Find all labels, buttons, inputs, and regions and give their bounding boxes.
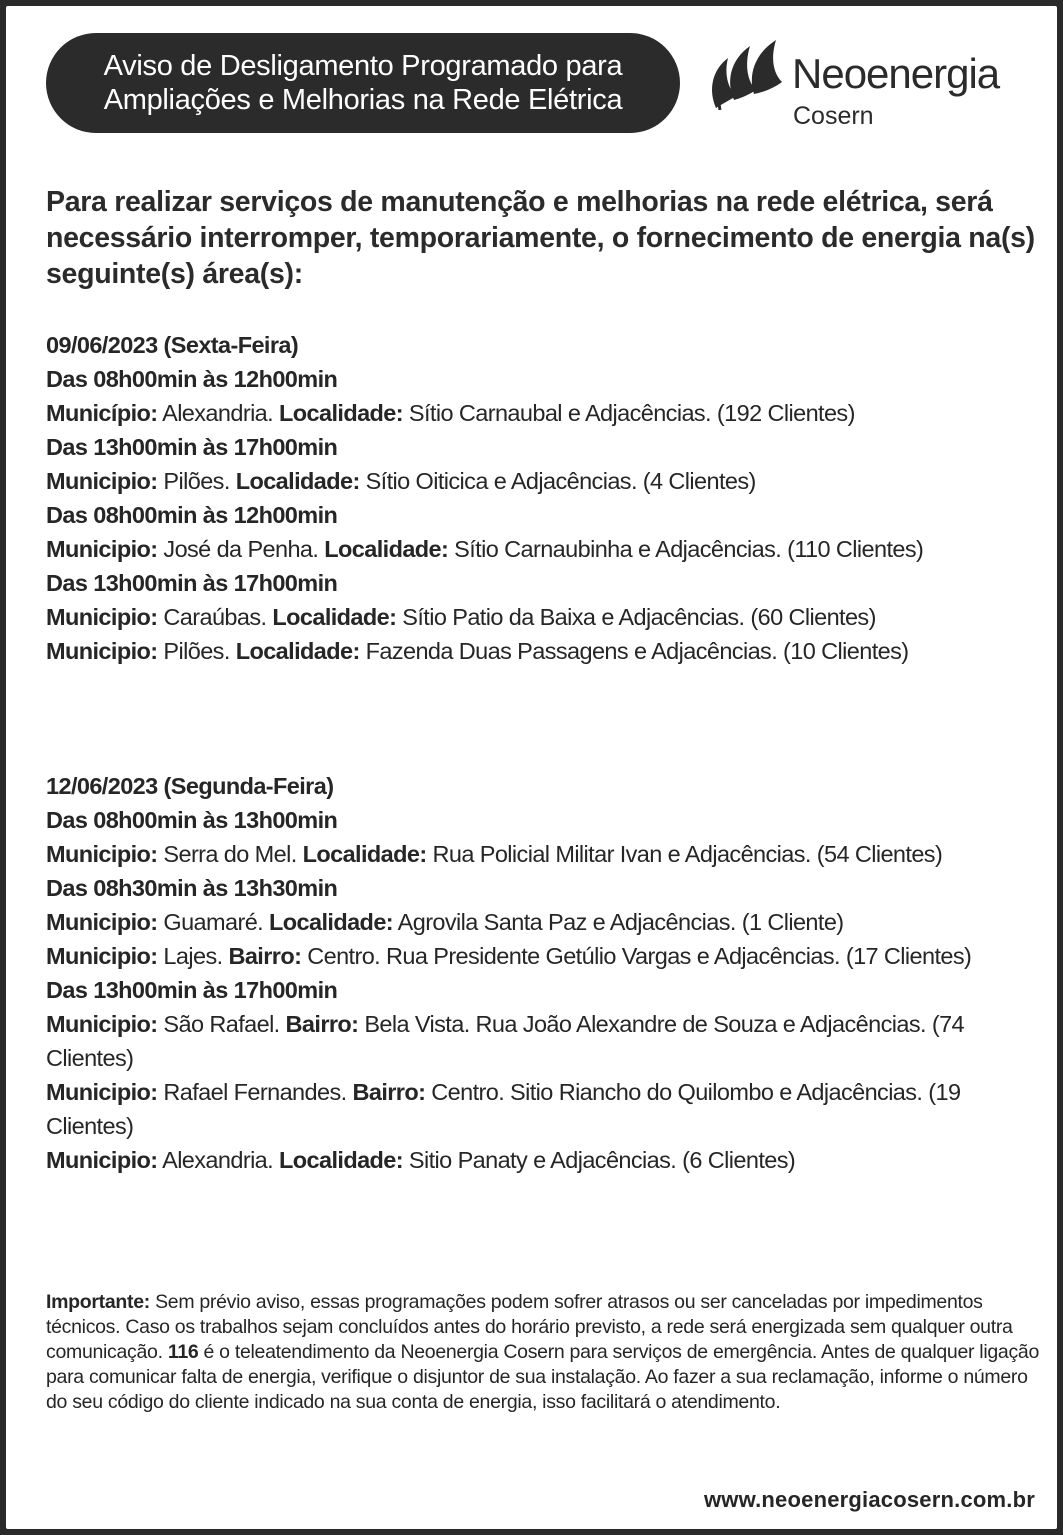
location-value: Agrovila Santa Paz e Adjacências. (1 Cliente) (393, 909, 844, 935)
logo-name: Neoenergia (792, 50, 1000, 97)
municipality-value: Pilões. (157, 468, 236, 494)
outage-entry (46, 600, 1036, 634)
municipality-label: Municipio: (46, 1011, 158, 1037)
time-window: Das 13h00min às 17h00min (46, 434, 338, 460)
location-value: Rua Policial Militar Ivan e Adjacências. (54 Clientes) (426, 841, 943, 867)
schedule-date: 09/06/2023 (Sexta-Feira) (46, 332, 299, 358)
flame-leaves-icon (706, 38, 786, 110)
municipality-label: Municipio: (46, 1079, 158, 1105)
location-label: Localidade: (302, 841, 427, 867)
time-window: Das 08h30min às 13h30min (46, 875, 338, 901)
notice-title-banner (46, 33, 680, 133)
municipality-value: Caraúbas. (157, 604, 273, 630)
location-label: Localidade: (235, 638, 360, 664)
location-value: Fazenda Duas Passagens e Adjacências. (10 Clientes) (359, 638, 909, 664)
municipality-label: Municipio: (46, 841, 158, 867)
municipality-value: Alexandria. (157, 400, 280, 426)
outage-entry (46, 905, 1036, 939)
location-value: Centro. Sitio Riancho do Quilombo e Adjacências. (19 Clientes) (46, 1079, 961, 1139)
outage-entry (46, 1075, 1036, 1143)
location-value: Sítio Oiticica e Adjacências. (4 Clientes) (359, 468, 756, 494)
notice-title-line-2: Ampliações e Melhorias na Rede Elétrica (103, 84, 623, 116)
schedule-day-1 (46, 328, 1036, 668)
location-label: Localidade: (269, 909, 394, 935)
municipality-label: Municipio: (46, 604, 158, 630)
outage-entry (46, 634, 1036, 668)
location-label: Bairro: (228, 943, 302, 969)
location-value: Sitio Panaty e Adjacências. (6 Clientes) (403, 1147, 796, 1173)
important-notice (46, 1290, 1046, 1415)
municipality-value: Pilões. (157, 638, 236, 664)
municipality-label: Municipio: (46, 536, 158, 562)
time-window: Das 13h00min às 17h00min (46, 570, 338, 596)
location-label: Localidade: (279, 1147, 403, 1173)
location-label: Localidade: (272, 604, 397, 630)
notice-title-line-1: Aviso de Desligamento Programado para (103, 50, 623, 82)
time-window: Das 08h00min às 13h00min (46, 807, 338, 833)
outage-entry (46, 396, 1036, 430)
municipality-label: Município: (46, 400, 158, 426)
outage-entry (46, 532, 1036, 566)
municipality-label: Municipio: (46, 638, 158, 664)
time-window: Das 08h00min às 12h00min (46, 502, 338, 528)
municipality-label: Municipio: (46, 468, 158, 494)
location-label: Bairro: (352, 1079, 426, 1105)
schedule-day-2 (46, 769, 1036, 1177)
website-url: www.neoenergiacosern.com.br (703, 1487, 1035, 1512)
location-label: Localidade: (235, 468, 360, 494)
outage-entry (46, 837, 1036, 871)
municipality-value: Rafael Fernandes. (157, 1079, 353, 1105)
location-value: Sítio Carnaubinha e Adjacências. (110 Clientes) (448, 536, 924, 562)
notice-label: Importante: (46, 1291, 150, 1313)
location-label: Localidade: (279, 400, 403, 426)
time-window: Das 08h00min às 12h00min (46, 366, 338, 392)
municipality-label: Municipio: (46, 943, 158, 969)
municipality-value: Serra do Mel. (157, 841, 303, 867)
outage-entry (46, 939, 1036, 973)
time-window: Das 13h00min às 17h00min (46, 977, 338, 1003)
location-label: Bairro: (285, 1011, 359, 1037)
location-value: Sítio Patio da Baixa e Adjacências. (60 Clientes) (396, 604, 876, 630)
location-value: Sítio Carnaubal e Adjacências. (192 Clientes) (403, 400, 855, 426)
municipality-label: Municipio: (46, 909, 158, 935)
notice-text-1: Sem prévio aviso, essas programações podem sofrer atrasos ou ser canceladas por impedimentos técnicos. Caso os trabalhos sejam concluídos antes do horário previsto, a rede será energizada sem qualquer outra comunicação. (46, 1291, 1013, 1363)
municipality-label: Municipio: (46, 1147, 158, 1173)
location-value: Centro. Rua Presidente Getúlio Vargas e Adjacências. (17 Clientes) (301, 943, 972, 969)
municipality-value: Alexandria. (157, 1147, 280, 1173)
outage-entry (46, 464, 1036, 498)
intro-paragraph: Para realizar serviços de manutenção e melhorias na rede elétrica, será necessário interromper, temporariamente, o fornecimento de energia na(s) seguinte(s) área(s): (46, 186, 1035, 290)
notice-page (6, 6, 1057, 1529)
schedule-date: 12/06/2023 (Segunda-Feira) (46, 773, 334, 799)
outage-entry (46, 1007, 1036, 1075)
municipality-value: José da Penha. (157, 536, 325, 562)
location-value: Bela Vista. Rua João Alexandre de Souza e Adjacências. (74 Clientes) (46, 1011, 965, 1071)
outage-entry (46, 1143, 1036, 1177)
municipality-value: Guamaré. (157, 909, 270, 935)
location-label: Localidade: (324, 536, 449, 562)
neoenergia-cosern-logo (706, 36, 1046, 136)
notice-text-2: é o teleatendimento da Neoenergia Cosern para serviços de emergência. Antes de qualquer ligação para comunicar falta de energia, verifique o disjuntor de sua instalação. Ao fazer a sua reclamação, informe o número do seu código do cliente indicado na sua conta de energia, isso facilitará o atendimento. (46, 1341, 1039, 1413)
municipality-value: São Rafael. (157, 1011, 286, 1037)
municipality-value: Lajes. (157, 943, 229, 969)
emergency-phone: 116 (167, 1341, 199, 1363)
logo-subtitle: Cosern (793, 102, 874, 130)
